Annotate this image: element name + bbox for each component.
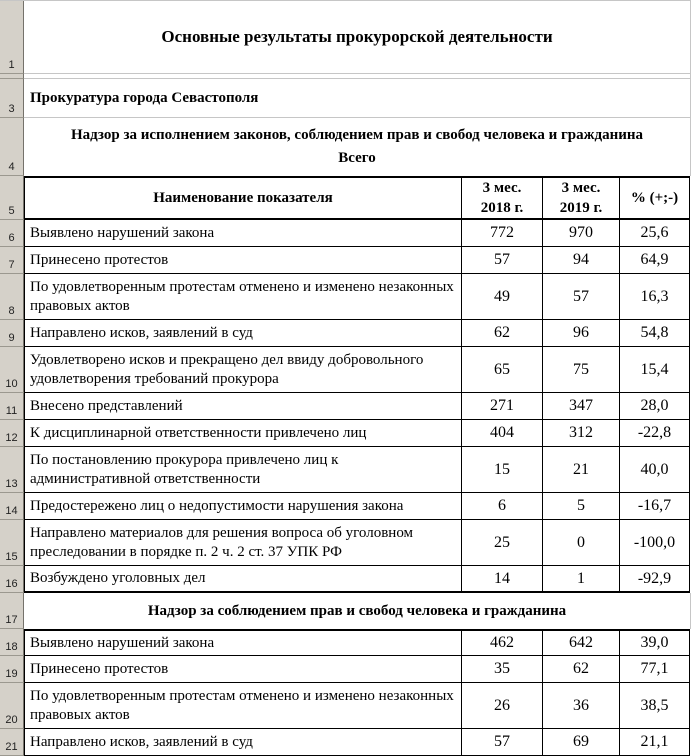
- row-number[interactable]: 6: [0, 220, 24, 247]
- value-2018-cell[interactable]: 6: [462, 493, 543, 520]
- value-2018-cell[interactable]: 772: [462, 220, 543, 247]
- row-number[interactable]: 17: [0, 593, 24, 629]
- column-header-percent[interactable]: % (+;-): [620, 176, 690, 220]
- percent-cell[interactable]: -100,0: [620, 520, 690, 566]
- percent-cell[interactable]: 39,0: [620, 629, 690, 656]
- table-row-11: [0, 393, 691, 420]
- metric-name-cell[interactable]: По удовлетворенным протестам отменено и изменено незаконных правовых актов: [25, 683, 462, 729]
- value-2018-cell[interactable]: 25: [462, 520, 543, 566]
- row-number[interactable]: 10: [0, 347, 24, 393]
- value-2019-cell[interactable]: 36: [543, 683, 620, 729]
- value-2018-cell[interactable]: 462: [462, 629, 543, 656]
- value-2019-cell[interactable]: 312: [543, 420, 620, 447]
- row-number[interactable]: 21: [0, 729, 24, 756]
- column-header-2018[interactable]: [462, 176, 543, 220]
- percent-cell[interactable]: -22,8: [620, 420, 690, 447]
- section-1-line2: Всего: [338, 150, 376, 166]
- table-row-9: [0, 320, 691, 347]
- value-2019-cell[interactable]: 5: [543, 493, 620, 520]
- row-number[interactable]: 14: [0, 493, 24, 520]
- metric-name-cell[interactable]: По удовлетворенным протестам отменено и изменено незаконных правовых актов: [25, 274, 462, 320]
- metric-name-cell[interactable]: Принесено протестов: [25, 247, 462, 274]
- percent-cell[interactable]: 25,6: [620, 220, 690, 247]
- value-2018-cell[interactable]: 62: [462, 320, 543, 347]
- row-number[interactable]: 16: [0, 566, 24, 593]
- value-2018-cell[interactable]: 26: [462, 683, 543, 729]
- row-number[interactable]: 12: [0, 420, 24, 447]
- value-2019-cell[interactable]: 21: [543, 447, 620, 493]
- column-header-name[interactable]: Наименование показателя: [25, 176, 462, 220]
- row-number[interactable]: 11: [0, 393, 24, 420]
- value-2018-cell[interactable]: 65: [462, 347, 543, 393]
- metric-name-cell[interactable]: Удовлетворено исков и прекращено дел ввиду добровольного удовлетворения требований прокурора: [25, 347, 462, 393]
- row-number[interactable]: 8: [0, 274, 24, 320]
- table-row-12: [0, 420, 691, 447]
- hdr-2018-line1: 3 мес.: [482, 180, 522, 196]
- row-number[interactable]: 20: [0, 683, 24, 729]
- org-name[interactable]: Прокуратура города Севастополя: [24, 79, 691, 118]
- value-2018-cell[interactable]: 49: [462, 274, 543, 320]
- table-row-19: [0, 656, 691, 683]
- value-2018-cell[interactable]: 14: [462, 566, 543, 593]
- row-number[interactable]: 7: [0, 247, 24, 274]
- percent-cell[interactable]: 21,1: [620, 729, 690, 756]
- hdr-2019-line2: 2019 г.: [559, 200, 603, 216]
- table-row-10: [0, 347, 691, 393]
- row-number[interactable]: 9: [0, 320, 24, 347]
- metric-name-cell[interactable]: Выявлено нарушений закона: [25, 220, 462, 247]
- table-row-18: [0, 629, 691, 656]
- metric-name-cell[interactable]: Направлено исков, заявлений в суд: [25, 320, 462, 347]
- row-number[interactable]: 1: [0, 1, 24, 74]
- value-2019-cell[interactable]: 1: [543, 566, 620, 593]
- table-row-21: [0, 729, 691, 756]
- section-1-header[interactable]: [24, 118, 691, 176]
- table-row-13: [0, 447, 691, 493]
- value-2019-cell[interactable]: 970: [543, 220, 620, 247]
- metric-name-cell[interactable]: Внесено представлений: [25, 393, 462, 420]
- metric-name-cell[interactable]: Предостережено лиц о недопустимости нарушения закона: [25, 493, 462, 520]
- value-2019-cell[interactable]: 96: [543, 320, 620, 347]
- metric-name-cell[interactable]: Направлено исков, заявлений в суд: [25, 729, 462, 756]
- value-2019-cell[interactable]: 642: [543, 629, 620, 656]
- value-2018-cell[interactable]: 57: [462, 729, 543, 756]
- value-2019-cell[interactable]: 57: [543, 274, 620, 320]
- table-row-8: [0, 274, 691, 320]
- metric-name-cell[interactable]: Возбуждено уголовных дел: [25, 566, 462, 593]
- row-4: [0, 118, 691, 176]
- table-row-15: [0, 520, 691, 566]
- value-2019-cell[interactable]: 75: [543, 347, 620, 393]
- row-number[interactable]: 19: [0, 656, 24, 683]
- row-number[interactable]: 3: [0, 79, 24, 118]
- row-1: [0, 1, 691, 74]
- report-title[interactable]: Основные результаты прокурорской деятельности: [24, 1, 691, 74]
- value-2019-cell[interactable]: 94: [543, 247, 620, 274]
- table-row-14: [0, 493, 691, 520]
- section-2-header[interactable]: Надзор за соблюдением прав и свобод человека и гражданина: [24, 593, 691, 629]
- metric-name-cell[interactable]: Направлено материалов для решения вопроса об уголовном преследовании в порядке п. 2 ч. 2 ст. 37 УПК РФ: [25, 520, 462, 566]
- hdr-2018-line2: 2018 г.: [480, 200, 524, 216]
- percent-cell[interactable]: 64,9: [620, 247, 690, 274]
- percent-cell[interactable]: 15,4: [620, 347, 690, 393]
- row-number[interactable]: 5: [0, 176, 24, 220]
- metric-name-cell[interactable]: Принесено протестов: [25, 656, 462, 683]
- table-row-16: [0, 566, 691, 593]
- column-header-2019[interactable]: [543, 176, 620, 220]
- table-row-20: [0, 683, 691, 729]
- row-number[interactable]: 18: [0, 629, 24, 656]
- row-3: [0, 79, 691, 118]
- percent-cell[interactable]: -16,7: [620, 493, 690, 520]
- metric-name-cell[interactable]: К дисциплинарной ответственности привлечено лиц: [25, 420, 462, 447]
- value-2018-cell[interactable]: 404: [462, 420, 543, 447]
- percent-cell[interactable]: 28,0: [620, 393, 690, 420]
- row-number[interactable]: 13: [0, 447, 24, 493]
- table-row-6: [0, 220, 691, 247]
- value-2018-cell[interactable]: 35: [462, 656, 543, 683]
- value-2019-cell[interactable]: 0: [543, 520, 620, 566]
- section-1-line1: Надзор за исполнением законов, соблюдением прав и свобод человека и гражданина: [70, 127, 644, 143]
- row-number[interactable]: 4: [0, 118, 24, 176]
- metric-name-cell[interactable]: По постановлению прокурора привлечено лиц к административной ответственности: [25, 447, 462, 493]
- value-2019-cell[interactable]: 62: [543, 656, 620, 683]
- row-5: [0, 176, 691, 220]
- percent-cell[interactable]: 54,8: [620, 320, 690, 347]
- value-2018-cell[interactable]: 15: [462, 447, 543, 493]
- metric-name-cell[interactable]: Выявлено нарушений закона: [25, 629, 462, 656]
- row-number[interactable]: 15: [0, 520, 24, 566]
- table-row-7: [0, 247, 691, 274]
- value-2019-cell[interactable]: 347: [543, 393, 620, 420]
- value-2018-cell[interactable]: 57: [462, 247, 543, 274]
- value-2019-cell[interactable]: 69: [543, 729, 620, 756]
- value-2018-cell[interactable]: 271: [462, 393, 543, 420]
- percent-cell[interactable]: 16,3: [620, 274, 690, 320]
- row-17: [0, 593, 691, 629]
- percent-cell[interactable]: 77,1: [620, 656, 690, 683]
- percent-cell[interactable]: -92,9: [620, 566, 690, 593]
- percent-cell[interactable]: 40,0: [620, 447, 690, 493]
- hdr-2019-line1: 3 мес.: [561, 180, 601, 196]
- percent-cell[interactable]: 38,5: [620, 683, 690, 729]
